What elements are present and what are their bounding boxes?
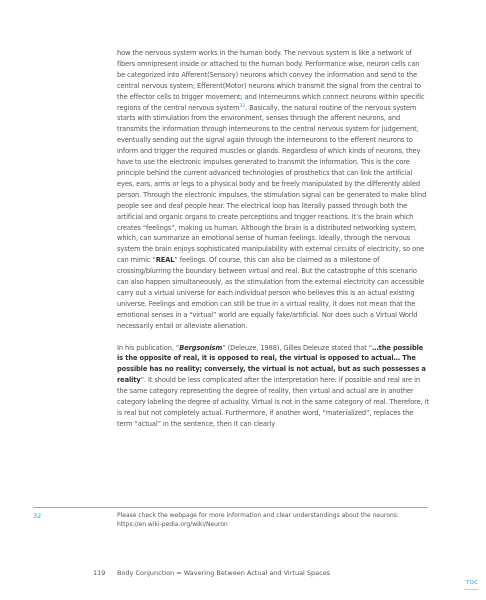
paragraph-2-text-a: In his publication, “ <box>117 343 180 352</box>
toc-link[interactable]: TOC <box>465 580 479 586</box>
book-title: Bergsonism <box>179 343 223 352</box>
running-title: Body Conjunction = Wavering Between Actual and Virtual Spaces <box>117 569 331 577</box>
paragraph-1-text-a: how the nervous system works in the human body. The nervous system is like a network of fibers omnipresent inside or attached to the human body. Performance wise, neuron cells can be categorized into Afferent(Sensory) neurons which convey the information and send to the central nervous system; Efferent(Motor) neurons which transmit the signal from the central to the effector cells to trigger movement; and Interneurons which connect neurons within specific regions of the central nervous system <box>117 49 425 112</box>
deleuze-quote: …the possible is the opposite of real, it is opposed to real, the virtual is opposed to actual… The possible has no reality; conversely, the virtual is not actual, but as such possesses a reality <box>117 343 426 385</box>
paragraph-2-text-b: ” (Deleuze, 1988), Gilles Deleuze stated that “ <box>222 343 373 352</box>
footnote-number: 32 <box>33 512 42 520</box>
page-number: 119 <box>93 569 106 577</box>
paragraph-2 <box>117 343 429 430</box>
paragraph-2-text-c: ”. It should be less complicated after the interpretation here: if possible and real are in the same category representing the degree of reality, then virtual and actual are in another category labeling the degree of actuality. Virtual is not in the same category of real. Therefore, it is real but not completely actual. Furthermore, if another word, “materialized”, replaces the term “actual” in the sentence, then it can clearly <box>117 376 429 428</box>
paragraph-1 <box>117 48 429 332</box>
footnote-reference[interactable]: 32 <box>239 103 246 109</box>
paragraph-1-text-b: . Basically, the natural routine of the nervous system starts with stimulation from the environment, senses through the afferent neurons, and transmits the information through interneurons to the central nervous system for judgement, eventually sending out the signal again through the interneurons to the efferent neurons to inform and trigger the required muscles or glands. Regardless of which kinds of neurons, they have to use the electronic impulses generated to transmit the information. This is the core principle behind the current advanced technologies of prosthetics that can link the artificial eyes, ears, arms or legs to a physical body and be freely manipulated by the differently abled person. Through the electronic impulses, the stimulation signal can be generated to make blind people see and deaf people hear. The electrical loop has literally passed through both the artificial and organic organs to create perceptions and trigger reactions. It’s the brain which creates “feelings”, making us human. Although the brain is a distributed networking system, which, can summarize an emotional sense of human feelings. Ideally, through the nervous system the brain enjoys sophisticated manipulability with external circuits of electricity, so one can mimic “ <box>117 103 427 265</box>
toc-underline <box>464 589 478 590</box>
paragraph-1-text-c: ” feelings. Of course, this can also be claimed as a milestone of crossing/blurring the boundary between virtual and real. But the catastrophe of this scenario can also happen simultaneously, as the stimulation from the external electricity can accessible carry out a virtual universe for each individual person who believes this is an actual existing universe. Feelings and emotion can still be true in a virtual reality, it does not mean that the emotional senses in a “virtual” world are equally fake/artificial. Nor does such a Virtual World necessarily entail or alleviate alienation. <box>117 256 425 330</box>
main-text <box>117 48 429 430</box>
footnote-text: Please check the webpage for more information and clear understandings about the neurons: https://en.wiki-pedia.org/wiki/Neuron <box>117 512 399 528</box>
emphasis-real: REAL <box>155 256 175 265</box>
footnote-divider <box>33 507 428 508</box>
